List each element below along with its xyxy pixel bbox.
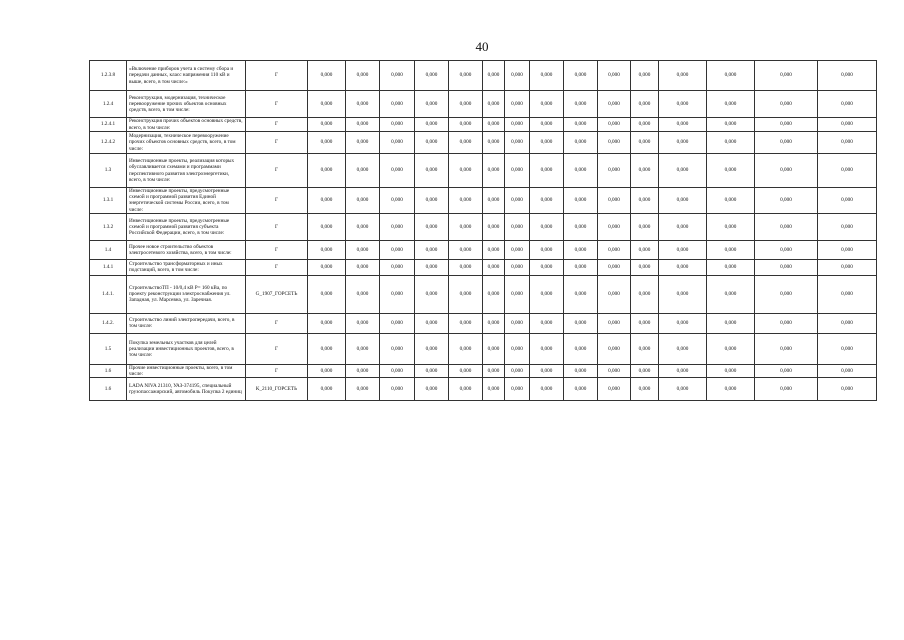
row-value-cell: 0,000	[659, 91, 707, 118]
row-value-cell: 0,000	[380, 118, 415, 132]
row-value-cell: 0,000	[449, 313, 483, 333]
row-value-cell: 0,000	[415, 378, 449, 401]
row-value-cell: 0,000	[346, 91, 380, 118]
table-row	[90, 132, 877, 154]
row-value-cell: 0,000	[564, 132, 598, 154]
row-code-cell: 1.2.4	[90, 91, 127, 118]
row-value-cell: 0,000	[818, 378, 877, 401]
row-value-cell: 0,000	[346, 154, 380, 188]
row-value-cell: 0,000	[631, 154, 659, 188]
row-identifier-cell: Г	[246, 364, 308, 377]
row-value-cell: 0,000	[505, 61, 530, 91]
row-value-cell: 0,000	[415, 91, 449, 118]
row-value-cell: 0,000	[631, 132, 659, 154]
row-value-cell: 0,000	[483, 118, 505, 132]
row-value-cell: 0,000	[530, 333, 564, 364]
row-name-cell: Покупка земельных участков для целей реализации инвестиционных проектов, всего, в том числе:	[127, 333, 246, 364]
row-value-cell: 0,000	[818, 61, 877, 91]
row-value-cell: 0,000	[631, 61, 659, 91]
row-value-cell: 0,000	[755, 213, 818, 240]
row-value-cell: 0,000	[380, 259, 415, 275]
row-value-cell: 0,000	[308, 275, 346, 313]
row-value-cell: 0,000	[505, 364, 530, 377]
row-value-cell: 0,000	[598, 91, 631, 118]
row-value-cell: 0,000	[564, 188, 598, 214]
row-value-cell: 0,000	[598, 61, 631, 91]
row-value-cell: 0,000	[483, 364, 505, 377]
row-value-cell: 0,000	[380, 333, 415, 364]
row-value-cell: 0,000	[449, 364, 483, 377]
row-value-cell: 0,000	[346, 378, 380, 401]
row-value-cell: 0,000	[505, 275, 530, 313]
row-value-cell: 0,000	[530, 188, 564, 214]
row-value-cell: 0,000	[659, 364, 707, 377]
table-row	[90, 61, 877, 91]
row-code-cell: 1.4.1.	[90, 275, 127, 313]
row-value-cell: 0,000	[755, 118, 818, 132]
row-value-cell: 0,000	[483, 188, 505, 214]
row-value-cell: 0,000	[598, 313, 631, 333]
row-value-cell: 0,000	[659, 275, 707, 313]
row-name-cell: Прочее новое строительство объектов электросетевого хозяйства, всего, в том числе:	[127, 240, 246, 259]
row-value-cell: 0,000	[530, 154, 564, 188]
row-value-cell: 0,000	[505, 154, 530, 188]
row-value-cell: 0,000	[631, 213, 659, 240]
row-code-cell: 1.5	[90, 333, 127, 364]
row-value-cell: 0,000	[530, 313, 564, 333]
row-value-cell: 0,000	[659, 154, 707, 188]
row-value-cell: 0,000	[483, 91, 505, 118]
row-value-cell: 0,000	[755, 364, 818, 377]
row-name-cell: СтроительствоТП - 10/0,4 кВ Р= 160 кВа, по проекту реконструкции электроснабжения ул. Западная, ул. Марсевна, ул. Заречная.	[127, 275, 246, 313]
row-value-cell: 0,000	[818, 91, 877, 118]
row-value-cell: 0,000	[631, 188, 659, 214]
row-value-cell: 0,000	[505, 91, 530, 118]
row-name-cell: Прочие инвестиционные проекты, всего, в том числе:	[127, 364, 246, 377]
row-value-cell: 0,000	[380, 91, 415, 118]
row-value-cell: 0,000	[707, 364, 755, 377]
row-value-cell: 0,000	[308, 364, 346, 377]
row-value-cell: 0,000	[659, 188, 707, 214]
row-value-cell: 0,000	[631, 240, 659, 259]
row-value-cell: 0,000	[598, 154, 631, 188]
row-value-cell: 0,000	[415, 313, 449, 333]
row-code-cell: 1.4.2.	[90, 313, 127, 333]
row-identifier-cell: Г	[246, 132, 308, 154]
row-value-cell: 0,000	[308, 91, 346, 118]
row-value-cell: 0,000	[346, 188, 380, 214]
row-value-cell: 0,000	[564, 275, 598, 313]
row-value-cell: 0,000	[308, 132, 346, 154]
row-value-cell: 0,000	[308, 378, 346, 401]
row-identifier-cell: Г	[246, 61, 308, 91]
row-value-cell: 0,000	[818, 213, 877, 240]
row-value-cell: 0,000	[707, 275, 755, 313]
row-value-cell: 0,000	[483, 275, 505, 313]
row-identifier-cell: К_2110_ГОРСЕТЬ	[246, 378, 308, 401]
row-value-cell: 0,000	[659, 118, 707, 132]
row-value-cell: 0,000	[308, 259, 346, 275]
row-value-cell: 0,000	[755, 259, 818, 275]
row-value-cell: 0,000	[659, 313, 707, 333]
row-value-cell: 0,000	[380, 154, 415, 188]
row-value-cell: 0,000	[659, 213, 707, 240]
row-value-cell: 0,000	[564, 91, 598, 118]
page-number: 40	[475, 39, 489, 54]
row-value-cell: 0,000	[483, 154, 505, 188]
row-value-cell: 0,000	[818, 364, 877, 377]
row-value-cell: 0,000	[308, 118, 346, 132]
row-value-cell: 0,000	[707, 154, 755, 188]
row-value-cell: 0,000	[530, 364, 564, 377]
row-value-cell: 0,000	[415, 275, 449, 313]
row-value-cell: 0,000	[755, 240, 818, 259]
row-value-cell: 0,000	[380, 188, 415, 214]
row-value-cell: 0,000	[415, 154, 449, 188]
row-value-cell: 0,000	[631, 333, 659, 364]
row-name-cell: Модернизация, техническое перевооружение прочих объектов основных средств, всего, в том числе:	[127, 132, 246, 154]
row-value-cell: 0,000	[483, 313, 505, 333]
row-value-cell: 0,000	[308, 313, 346, 333]
row-value-cell: 0,000	[707, 118, 755, 132]
row-value-cell: 0,000	[598, 240, 631, 259]
row-name-cell: Инвестиционные проекты, предусмотренные схемой и программой развития субъекта Российской Федерации, всего, в том числе:	[127, 213, 246, 240]
row-value-cell: 0,000	[380, 275, 415, 313]
row-value-cell: 0,000	[308, 61, 346, 91]
row-value-cell: 0,000	[598, 132, 631, 154]
row-value-cell: 0,000	[564, 240, 598, 259]
row-identifier-cell: Г	[246, 188, 308, 214]
row-value-cell: 0,000	[308, 154, 346, 188]
row-value-cell: 0,000	[530, 378, 564, 401]
table-row	[90, 240, 877, 259]
row-value-cell: 0,000	[631, 91, 659, 118]
row-identifier-cell: Г	[246, 213, 308, 240]
table-row	[90, 118, 877, 132]
row-value-cell: 0,000	[755, 132, 818, 154]
table-row	[90, 313, 877, 333]
row-value-cell: 0,000	[308, 240, 346, 259]
row-value-cell: 0,000	[505, 378, 530, 401]
row-name-cell: Строительство трансформаторных и иных подстанций, всего, в том числе:	[127, 259, 246, 275]
row-value-cell: 0,000	[564, 333, 598, 364]
row-value-cell: 0,000	[483, 333, 505, 364]
row-value-cell: 0,000	[346, 240, 380, 259]
row-value-cell: 0,000	[380, 378, 415, 401]
row-value-cell: 0,000	[346, 61, 380, 91]
row-identifier-cell: Г	[246, 240, 308, 259]
row-name-cell: Инвестиционные проекты, предусмотренные схемой и программой развития Единой энергетической системы России, всего, в том числе:	[127, 188, 246, 214]
row-value-cell: 0,000	[631, 259, 659, 275]
row-value-cell: 0,000	[346, 275, 380, 313]
row-value-cell: 0,000	[598, 378, 631, 401]
row-value-cell: 0,000	[818, 188, 877, 214]
row-value-cell: 0,000	[818, 333, 877, 364]
table-row	[90, 378, 877, 401]
row-value-cell: 0,000	[755, 188, 818, 214]
row-value-cell: 0,000	[449, 61, 483, 91]
row-value-cell: 0,000	[415, 188, 449, 214]
table-row	[90, 275, 877, 313]
table-row	[90, 91, 877, 118]
row-value-cell: 0,000	[530, 213, 564, 240]
table-row	[90, 364, 877, 377]
row-value-cell: 0,000	[308, 188, 346, 214]
row-value-cell: 0,000	[818, 132, 877, 154]
row-value-cell: 0,000	[564, 154, 598, 188]
row-value-cell: 0,000	[483, 259, 505, 275]
table-row	[90, 213, 877, 240]
row-value-cell: 0,000	[707, 313, 755, 333]
row-code-cell: 1.2.4.2	[90, 132, 127, 154]
row-value-cell: 0,000	[659, 61, 707, 91]
row-value-cell: 0,000	[415, 213, 449, 240]
row-value-cell: 0,000	[598, 213, 631, 240]
row-identifier-cell: Г	[246, 91, 308, 118]
row-value-cell: 0,000	[346, 313, 380, 333]
investment-table	[89, 60, 877, 401]
row-value-cell: 0,000	[818, 275, 877, 313]
row-value-cell: 0,000	[449, 91, 483, 118]
row-value-cell: 0,000	[631, 313, 659, 333]
row-value-cell: 0,000	[631, 364, 659, 377]
row-value-cell: 0,000	[346, 364, 380, 377]
row-name-cell: «Включение приборов учета в систему сбора и передачи данных, класс напряжения 110 кВ и выше, всего, в том числе:»	[127, 61, 246, 91]
row-value-cell: 0,000	[818, 313, 877, 333]
row-code-cell: 1.4	[90, 240, 127, 259]
row-value-cell: 0,000	[598, 259, 631, 275]
row-value-cell: 0,000	[818, 259, 877, 275]
row-value-cell: 0,000	[564, 118, 598, 132]
row-value-cell: 0,000	[755, 154, 818, 188]
row-name-cell: Реконструкция, модернизация, техническое перевооружение прочих объектов основных средств, всего, в том числе:	[127, 91, 246, 118]
row-code-cell: 1.2.4.1	[90, 118, 127, 132]
row-value-cell: 0,000	[346, 118, 380, 132]
row-value-cell: 0,000	[530, 275, 564, 313]
row-value-cell: 0,000	[505, 240, 530, 259]
row-value-cell: 0,000	[449, 378, 483, 401]
row-value-cell: 0,000	[631, 275, 659, 313]
row-code-cell: 1.4.1	[90, 259, 127, 275]
row-value-cell: 0,000	[449, 154, 483, 188]
row-value-cell: 0,000	[415, 118, 449, 132]
row-value-cell: 0,000	[659, 240, 707, 259]
row-value-cell: 0,000	[449, 275, 483, 313]
table-row	[90, 259, 877, 275]
table-row	[90, 333, 877, 364]
row-value-cell: 0,000	[346, 333, 380, 364]
row-name-cell: Строительство линий электропередачи, всего, в том числе:	[127, 313, 246, 333]
row-value-cell: 0,000	[483, 240, 505, 259]
row-value-cell: 0,000	[598, 364, 631, 377]
row-value-cell: 0,000	[415, 240, 449, 259]
row-value-cell: 0,000	[308, 213, 346, 240]
row-value-cell: 0,000	[707, 333, 755, 364]
row-value-cell: 0,000	[449, 132, 483, 154]
row-value-cell: 0,000	[707, 91, 755, 118]
row-value-cell: 0,000	[346, 213, 380, 240]
row-value-cell: 0,000	[755, 61, 818, 91]
row-value-cell: 0,000	[755, 91, 818, 118]
row-value-cell: 0,000	[505, 333, 530, 364]
row-value-cell: 0,000	[755, 275, 818, 313]
row-identifier-cell: Г	[246, 333, 308, 364]
row-value-cell: 0,000	[415, 364, 449, 377]
row-value-cell: 0,000	[380, 313, 415, 333]
row-value-cell: 0,000	[505, 118, 530, 132]
row-value-cell: 0,000	[530, 61, 564, 91]
row-value-cell: 0,000	[530, 91, 564, 118]
row-identifier-cell: G_1907_ГОРСЕТЬ	[246, 275, 308, 313]
row-value-cell: 0,000	[659, 333, 707, 364]
row-value-cell: 0,000	[818, 154, 877, 188]
row-value-cell: 0,000	[449, 259, 483, 275]
row-value-cell: 0,000	[564, 364, 598, 377]
row-value-cell: 0,000	[564, 61, 598, 91]
row-value-cell: 0,000	[818, 118, 877, 132]
row-value-cell: 0,000	[598, 188, 631, 214]
row-value-cell: 0,000	[598, 275, 631, 313]
row-value-cell: 0,000	[380, 240, 415, 259]
row-value-cell: 0,000	[449, 333, 483, 364]
row-value-cell: 0,000	[415, 61, 449, 91]
row-value-cell: 0,000	[631, 378, 659, 401]
row-value-cell: 0,000	[346, 259, 380, 275]
row-value-cell: 0,000	[564, 259, 598, 275]
row-value-cell: 0,000	[415, 333, 449, 364]
row-code-cell: 1.3.2	[90, 213, 127, 240]
table-row	[90, 154, 877, 188]
row-value-cell: 0,000	[707, 378, 755, 401]
row-value-cell: 0,000	[659, 259, 707, 275]
row-code-cell: 1.6	[90, 378, 127, 401]
row-value-cell: 0,000	[505, 132, 530, 154]
row-value-cell: 0,000	[483, 132, 505, 154]
row-value-cell: 0,000	[659, 132, 707, 154]
row-value-cell: 0,000	[346, 132, 380, 154]
row-code-cell: 1.3.1	[90, 188, 127, 214]
table-row	[90, 188, 877, 214]
row-value-cell: 0,000	[415, 132, 449, 154]
row-value-cell: 0,000	[505, 259, 530, 275]
row-value-cell: 0,000	[707, 132, 755, 154]
row-value-cell: 0,000	[380, 364, 415, 377]
row-value-cell: 0,000	[505, 313, 530, 333]
row-value-cell: 0,000	[707, 213, 755, 240]
row-value-cell: 0,000	[707, 188, 755, 214]
row-code-cell: 1.2.3.8	[90, 61, 127, 91]
row-name-cell: LADA NIVA 21310, УАЗ-374195, специальный грузопассажирский, автомобиль Покупка 2 единиц	[127, 378, 246, 401]
row-value-cell: 0,000	[415, 259, 449, 275]
row-identifier-cell: Г	[246, 313, 308, 333]
row-value-cell: 0,000	[530, 132, 564, 154]
row-value-cell: 0,000	[449, 240, 483, 259]
row-value-cell: 0,000	[530, 118, 564, 132]
row-value-cell: 0,000	[308, 333, 346, 364]
row-value-cell: 0,000	[707, 259, 755, 275]
row-value-cell: 0,000	[707, 61, 755, 91]
row-value-cell: 0,000	[505, 188, 530, 214]
row-value-cell: 0,000	[483, 213, 505, 240]
row-value-cell: 0,000	[818, 240, 877, 259]
row-value-cell: 0,000	[380, 61, 415, 91]
row-value-cell: 0,000	[483, 378, 505, 401]
row-value-cell: 0,000	[755, 313, 818, 333]
row-identifier-cell: Г	[246, 259, 308, 275]
row-value-cell: 0,000	[564, 313, 598, 333]
row-value-cell: 0,000	[631, 118, 659, 132]
row-value-cell: 0,000	[483, 61, 505, 91]
row-value-cell: 0,000	[707, 240, 755, 259]
row-value-cell: 0,000	[659, 378, 707, 401]
row-value-cell: 0,000	[564, 378, 598, 401]
row-identifier-cell: Г	[246, 154, 308, 188]
row-name-cell: Инвестиционные проекты, реализация которых обуславливается схемами и программами перспективного развития электроэнергетики, всего, в том числе:	[127, 154, 246, 188]
row-value-cell: 0,000	[755, 333, 818, 364]
row-value-cell: 0,000	[755, 378, 818, 401]
row-value-cell: 0,000	[505, 213, 530, 240]
row-code-cell: 1.3	[90, 154, 127, 188]
row-value-cell: 0,000	[380, 213, 415, 240]
row-value-cell: 0,000	[449, 188, 483, 214]
row-value-cell: 0,000	[449, 118, 483, 132]
row-value-cell: 0,000	[530, 259, 564, 275]
row-value-cell: 0,000	[598, 118, 631, 132]
row-value-cell: 0,000	[564, 213, 598, 240]
row-identifier-cell: Г	[246, 118, 308, 132]
row-value-cell: 0,000	[530, 240, 564, 259]
row-name-cell: Реконструкция прочих объектов основных средств, всего, в том числе:	[127, 118, 246, 132]
row-value-cell: 0,000	[380, 132, 415, 154]
row-value-cell: 0,000	[598, 333, 631, 364]
row-code-cell: 1.6	[90, 364, 127, 377]
row-value-cell: 0,000	[449, 213, 483, 240]
